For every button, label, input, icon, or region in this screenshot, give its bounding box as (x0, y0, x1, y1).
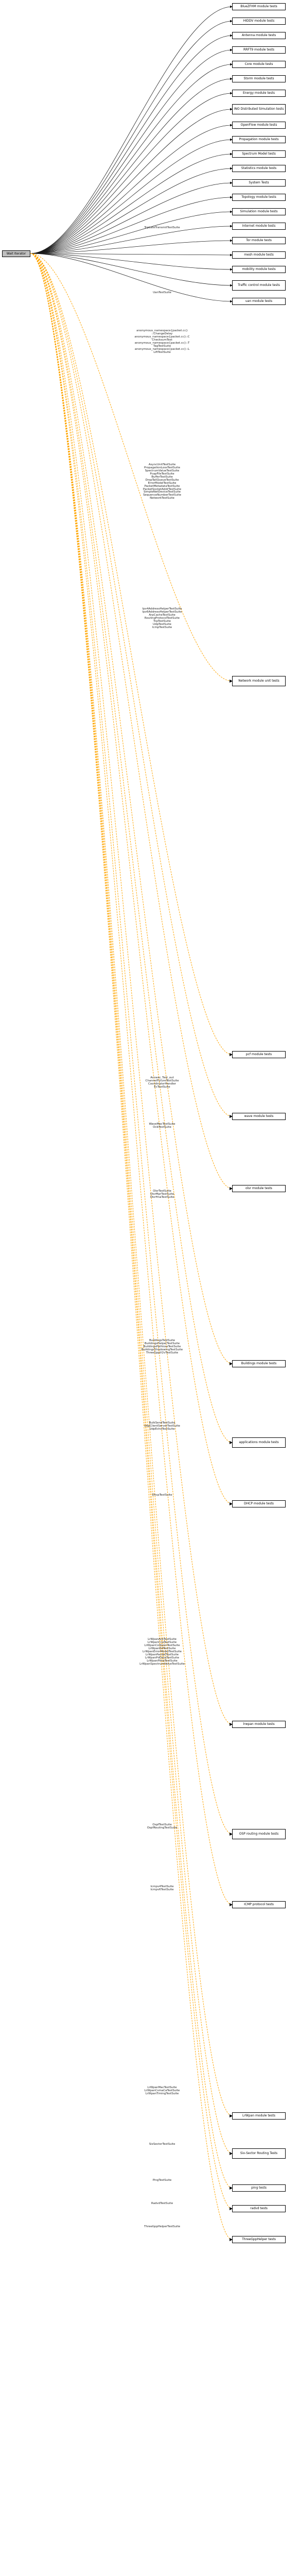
test-suite-node-label: radvd tests (250, 2206, 268, 2210)
edge-32 (30, 253, 232, 2154)
test-suite-node-label: Network module unit tests (238, 679, 279, 683)
edge-18 (30, 253, 232, 269)
edge-label: TcpLateTransmitTestSuite (144, 226, 180, 229)
test-suite-node[interactable] (232, 2205, 286, 2212)
test-suite-node[interactable] (232, 298, 286, 305)
test-suite-node-label: olsr module tests (245, 1186, 272, 1190)
edge-26 (30, 253, 232, 1443)
test-suite-node-label: DHCP module tests (244, 1501, 274, 1505)
test-suite-node[interactable] (232, 122, 286, 129)
edge-4 (30, 64, 232, 253)
edge-27 (30, 253, 232, 1504)
edge-label: PingTestSuite (152, 2179, 172, 2182)
test-suite-node[interactable] (232, 2148, 286, 2159)
test-suite-node-label: Propagation module tests (239, 137, 279, 141)
test-suite-node-label: Topology module tests (241, 195, 276, 199)
test-suite-node-label: ICMP protocol tests (244, 1902, 274, 1906)
test-suite-node-label: Storm module tests (243, 76, 274, 80)
test-suite-node-label: uan module tests (245, 299, 273, 303)
test-suite-node-label: lrwpan module tests (243, 1722, 275, 1726)
edge-7 (30, 109, 232, 253)
edge-label: RadvdTestSuite (151, 2202, 173, 2205)
edge-22 (30, 253, 232, 1055)
edge-35 (30, 253, 232, 2240)
test-suite-node[interactable] (232, 1901, 286, 1908)
test-suite-node[interactable] (232, 150, 286, 158)
edge-label: OspfTestSuite OspfRoutingTestSuite (147, 1823, 178, 1829)
test-suite-node-label: OpenFlow module tests (240, 123, 277, 127)
edge-label: BulkSendTestSuite UdpClientServerTestSuite UdpEchoTestSuite (144, 1421, 180, 1431)
test-suite-node[interactable] (232, 223, 286, 230)
edge-33 (30, 253, 232, 2188)
test-suite-node[interactable] (232, 1113, 286, 1120)
test-suite-node-label: Energy module tests (243, 91, 275, 95)
test-suite-node-label: RRFT9 module tests (243, 47, 275, 52)
test-suite-node-label: Simulation module tests (240, 209, 278, 213)
test-suite-node-label: Tor module tests (246, 238, 272, 242)
edge-label: anonymous_namespace{packet.cc} ::ChangeDelay anonymous_namespace{packet.cc}::C ChecksumTest anonymous_namespace{packet.cc}::T TagTestSuite anonymous_namespace{packet.cc}::L LiftTestSuite (134, 329, 190, 354)
edge-label: Icmpv4TestSuite Icmpv6TestSuite (150, 1885, 174, 1891)
test-suite-node-label: Antenna module tests (241, 33, 276, 37)
test-suite-node-label: HIDDV module tests (243, 19, 275, 23)
edge-label: ThreeGppHelperTestSuite (144, 2225, 181, 2228)
edge-9 (30, 140, 232, 253)
test-suite-node-label: System Tests (249, 180, 269, 184)
test-suite-node[interactable] (232, 251, 286, 259)
test-suite-node[interactable] (232, 165, 286, 172)
test-suite-node[interactable] (232, 1829, 286, 1839)
test-suite-node-label: Traffic control module tests (238, 283, 280, 287)
test-suite-node-label: ping tests (251, 2185, 267, 2190)
test-suite-node[interactable] (232, 75, 286, 82)
test-suite-node[interactable] (232, 3, 286, 10)
edge-3 (30, 50, 232, 253)
test-suite-node-label: mesh module tests (244, 252, 274, 257)
test-suite-node-label: OSP routing module tests (239, 1832, 279, 1836)
test-suite-node[interactable] (232, 32, 286, 39)
test-suite-node[interactable] (232, 1500, 286, 1507)
edge-1 (30, 21, 232, 253)
test-suite-node-label: Spectrum Model tests (242, 151, 276, 156)
edge-0 (30, 7, 232, 253)
edge-label: LrWpanAckTestSuite LrWpanCcaTestSuite LrWpanCollisionTestSuite LrWpanEdTestSuite LrWpanErrorModelTestSuite LrWpanPacketTestSuite LrWpanPdDataTestSuite LrWpanPlmeTestSuite LrWpanSpectrumValueTestSuite (139, 1638, 185, 1666)
test-suite-node-label: wave module tests (244, 1114, 274, 1118)
test-suite-node[interactable] (232, 18, 286, 25)
edge-24 (30, 253, 232, 1189)
test-suite-node[interactable] (232, 280, 286, 291)
edge-31 (30, 253, 232, 2116)
edge-label: Ipv4AddressHelperTestSuite Ipv6AddressHelperTestSuite ArpCacheTestSuite RoutingProtocolTestSuite TcpTestSuite UdpTestSuite IcmpTestSuite (142, 607, 182, 629)
test-suite-node[interactable] (232, 1360, 286, 1367)
test-suite-node-label: BlueZFHM module tests (240, 4, 277, 8)
test-suite-node[interactable] (232, 2184, 286, 2192)
test-suite-node[interactable] (232, 1185, 286, 1192)
test-suite-node[interactable] (232, 104, 286, 114)
test-suite-node-label: INO Distributed Simulation tests (234, 107, 284, 111)
test-suite-node-label: LrWpan module tests (242, 2113, 275, 2117)
edge-17 (30, 253, 232, 255)
edge-label: DhcpTestSuite (152, 1494, 172, 1497)
test-suite-node-label: Internet module tests (242, 224, 276, 228)
edge-label: LrWpanMacTestSuite LrWpanCsmaCaTestSuite LrWpanTimingTestSuite (144, 2086, 180, 2095)
test-suite-node[interactable] (232, 2236, 286, 2243)
test-suite-node-label: Statistics module tests (241, 166, 277, 170)
test-suite-node[interactable] (232, 2112, 286, 2120)
test-suite-node[interactable] (232, 237, 286, 244)
test-suite-node[interactable] (232, 676, 286, 686)
edge-34 (30, 253, 232, 2209)
edge-label: AsyncUnitTestSuite PropagationLossTestSuite SpectrumValueTestSuite PcapFileTestSuite BufferTestSuite DropTailQueueTestSuite ErrorModelTestSuite PacketMetadataTestSuite PacketSocketAddrTestSuite SimpleNetDeviceTestSuite SequenceNumberTestSuite NetworkTestSuite (143, 463, 182, 500)
edge-label: BuildingsTestSuite BuildingsHelperTestSuite BuildingsPathlossTestSuite BuildingsShadowingTestSuite ThreeGppV2vTestSuite (141, 1339, 183, 1354)
edge-label: OlsrTestSuite OlsrMprTestSuite OlsrHnaTestSuite (150, 1190, 174, 1199)
test-suite-node-label: Buildings module tests (241, 1361, 277, 1365)
test-suite-node[interactable] (232, 1437, 286, 1448)
root-node-wait-iterator[interactable] (2, 250, 30, 257)
test-suite-node-label: applications module tests (239, 1440, 279, 1444)
test-suite-node-label: Core module tests (244, 62, 273, 66)
test-suite-node[interactable] (232, 61, 286, 68)
test-suite-node[interactable] (232, 90, 286, 97)
edge-2 (30, 36, 232, 253)
test-suite-node[interactable] (232, 266, 286, 273)
edge-label: UanTestSuite (153, 291, 171, 294)
root-node-label: Wait Iterator (6, 252, 26, 256)
test-suite-node[interactable] (232, 194, 286, 201)
test-suite-node[interactable] (232, 136, 286, 143)
test-suite-node[interactable] (232, 179, 286, 187)
test-suite-node[interactable] (232, 208, 286, 215)
test-suite-node-label: mobility module tests (242, 267, 276, 271)
test-suite-node[interactable] (232, 46, 286, 54)
test-suite-node[interactable] (232, 1051, 286, 1058)
test-suite-node[interactable] (232, 1721, 286, 1728)
edge-label: Annexc_Test_out ChannelFutureTestSuite CoordinatorHandler EcTestSuite (145, 1076, 179, 1089)
edge-label: SixSectorTestSuite (149, 2143, 175, 2146)
edge-label: WaveMacTestSuite OcbTestSuite (149, 1123, 175, 1129)
edge-19 (30, 253, 232, 285)
test-suite-node-label: ThreeGppHelper tests (242, 2237, 276, 2241)
test-suite-node-label: pcf module tests (245, 1052, 272, 1056)
edge-10 (30, 154, 232, 253)
test-suite-node-label: Six-Sector Routing Tests (240, 2151, 278, 2155)
